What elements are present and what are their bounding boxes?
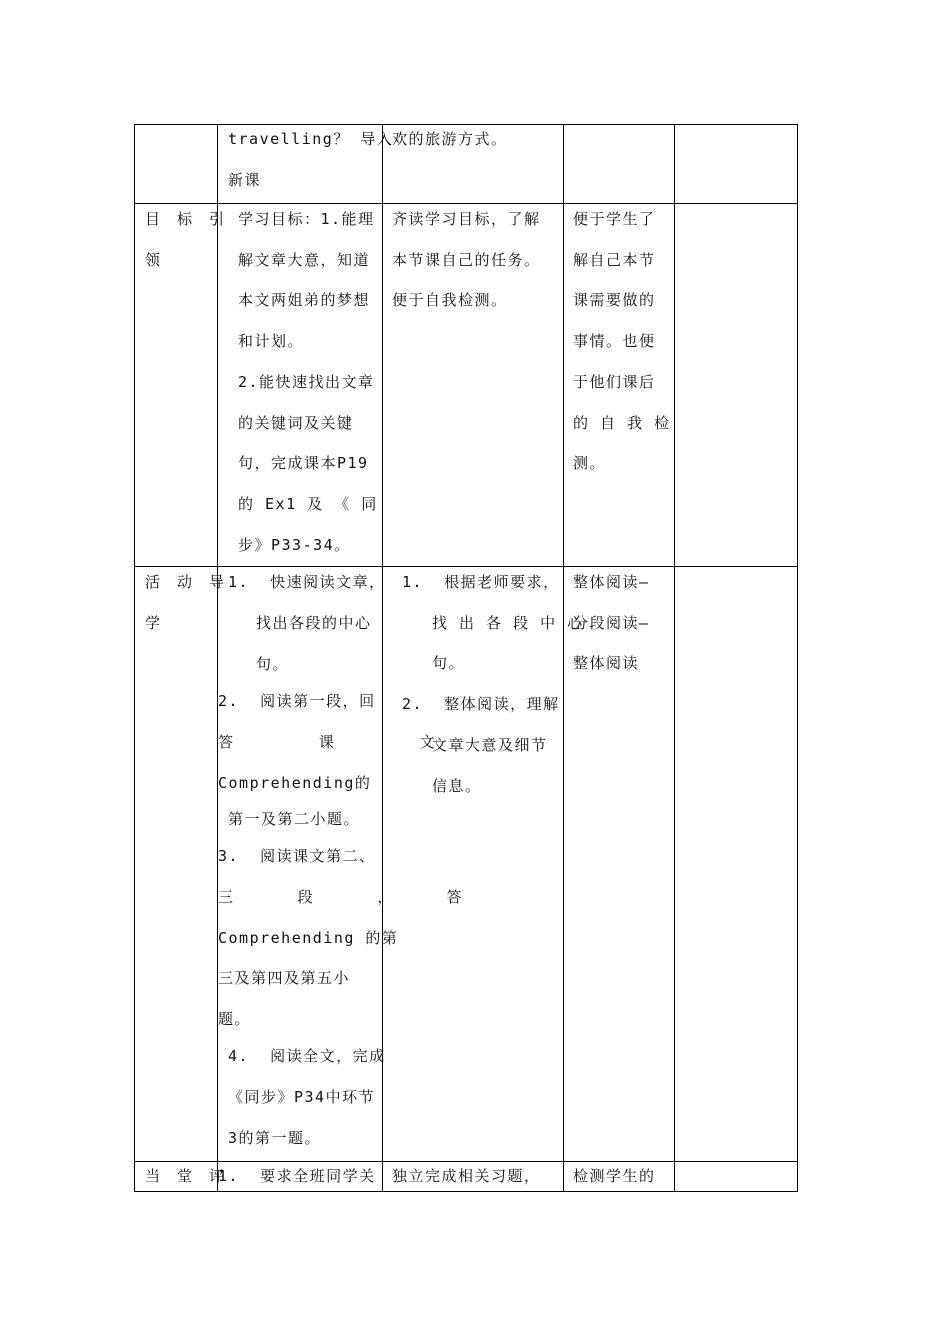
student-cell-line: 本节课自己的任务。 [392, 250, 541, 269]
column-divider [382, 124, 383, 1192]
row-divider [134, 566, 798, 567]
student-cell-line: 句。 [432, 654, 466, 673]
intent-cell-line: 于他们课后 [573, 372, 656, 391]
teacher-cell-line: 3的第一题。 [228, 1129, 322, 1147]
intent-cell-line: 解自己本节 [573, 250, 656, 269]
teacher-cell-line: Comprehending的 [218, 774, 372, 792]
teacher-cell-line: 和计划。 [238, 332, 305, 351]
teacher-cell-line: 《同步》P34中环节 [228, 1088, 376, 1106]
teacher-cell-line: 本文两姐弟的梦想 [238, 291, 371, 310]
teacher-cell-line: 1. 快速阅读文章， [228, 573, 386, 591]
student-cell-line: 欢的旅游方式。 [392, 130, 508, 148]
teacher-cell-line: 新课 [228, 170, 262, 189]
teacher-cell-line: 找出各段的中心 [256, 614, 372, 632]
intent-cell-line: 的 自 我 检 [573, 413, 671, 432]
teacher-cell-line: 第一及第二小题。 [228, 810, 361, 828]
stage-cell-line: 学 [145, 613, 165, 632]
row-divider [134, 203, 798, 204]
intent-cell-line: 分段阅读— [573, 613, 650, 632]
student-cell-line: 信息。 [432, 776, 482, 795]
student-cell-line: 文章大意及细节 [432, 735, 548, 754]
student-cell-line: 找 出 各 段 中 心 [432, 613, 584, 632]
teacher-cell-line: 4. 阅读全文，完成 [228, 1047, 386, 1065]
intent-cell-line: 检测学生的 [573, 1167, 656, 1185]
teacher-cell-line: 步》P33-34。 [238, 535, 351, 554]
student-cell-line: 独立完成相关习题， [392, 1167, 541, 1185]
column-divider [797, 124, 798, 1192]
student-cell-line: 2. 整体阅读，理解 [402, 695, 560, 714]
stage-cell-line: 当 堂 评 [145, 1167, 229, 1185]
teacher-cell-line: 题。 [218, 1010, 252, 1028]
student-cell-line: 便于自我检测。 [392, 291, 508, 310]
stage-cell-line: 目 标 引 [145, 210, 229, 228]
student-cell-line: 1. 根据老师要求， [402, 573, 560, 591]
teacher-cell-line: 3. 阅读课文第二、 [218, 847, 376, 865]
teacher-cell-line: travelling？ 导入 [228, 130, 394, 148]
teacher-cell-line: 解文章大意，知道 [238, 250, 371, 269]
stage-cell-line: 领 [145, 250, 165, 269]
intent-cell-line: 事情。也便 [573, 332, 656, 351]
teacher-cell-line: 三及第四及第五小 [218, 969, 351, 987]
intent-cell-line: 便于学生了 [573, 210, 656, 228]
teacher-cell-line: 的关键词及关键 [238, 413, 354, 432]
teacher-cell-line: 2. 阅读第一段，回 [218, 692, 376, 710]
student-cell-line: 齐读学习目标，了解 [392, 210, 541, 228]
teacher-cell-line: 1. 要求全班同学关 [218, 1167, 376, 1185]
teacher-cell-line: 三 段 ， 答 [218, 888, 464, 906]
table-border-top [134, 124, 798, 125]
teacher-cell-line: 的 Ex1 及 《 同 [238, 494, 378, 513]
teacher-cell-line: 学习目标：1.能理 [238, 210, 375, 228]
intent-cell-line: 课需要做的 [573, 291, 656, 310]
teacher-cell-line: 句。 [256, 655, 290, 673]
stage-cell-line: 活 动 导 [145, 573, 229, 591]
column-divider [563, 124, 564, 1192]
table-border-bottom [134, 1191, 798, 1192]
teacher-cell-line: 答 课 文 [218, 733, 436, 751]
intent-cell-line: 整体阅读 [573, 654, 640, 673]
teacher-cell-line: 句，完成课本P19 [238, 454, 369, 473]
column-divider [134, 124, 135, 1192]
row-divider [134, 1161, 798, 1162]
intent-cell-line: 整体阅读— [573, 573, 650, 591]
intent-cell-line: 测。 [573, 454, 607, 473]
column-divider [217, 124, 218, 1192]
teacher-cell-line: Comprehending 的第 [218, 929, 399, 947]
teacher-cell-line: 2.能快速找出文章 [238, 372, 375, 391]
column-divider [674, 124, 675, 1192]
